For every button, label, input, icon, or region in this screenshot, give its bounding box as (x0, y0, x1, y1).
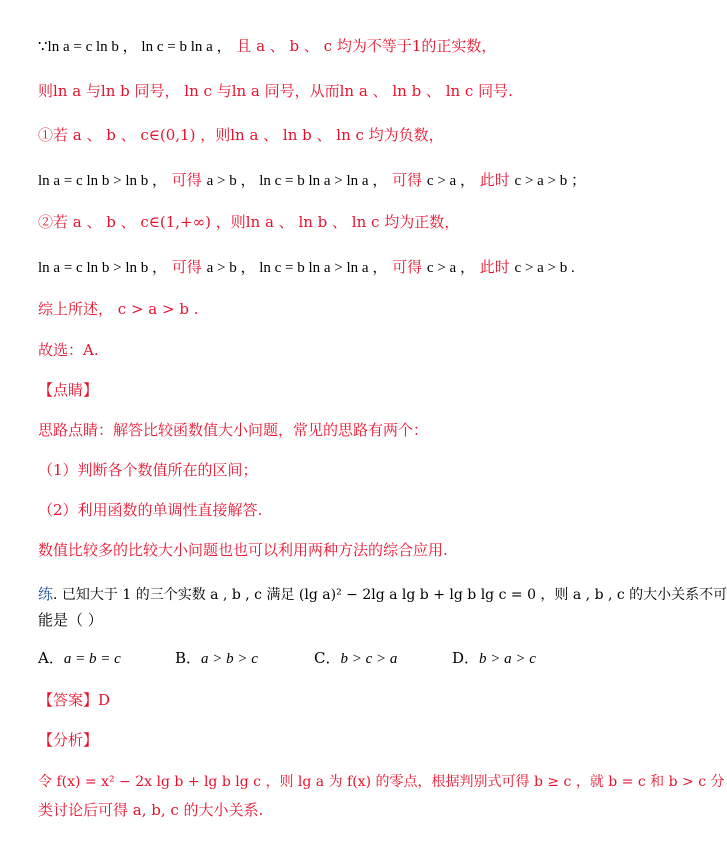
option-d-key: D． (452, 649, 480, 667)
exercise-label: 练 (38, 585, 54, 603)
option-c-key: C． (314, 649, 341, 667)
line-4-math-1: ln a = c ln b > ln b ， (38, 173, 167, 189)
analysis-header: 【分析】 (38, 731, 99, 749)
line-13: 数值比较多的比较大小问题也也可以利用两种方法的综合应用. (38, 541, 448, 559)
option-c-value: b > c > a (340, 651, 398, 667)
line-4 (38, 170, 622, 191)
exercise-line-1 (38, 584, 727, 605)
exercise-options (38, 648, 622, 668)
analysis-line-1b: 则 lg a 为 f(x) 的零点，根据判别式可得 b ≥ c ，就 b = c 和 b > c 分 (279, 774, 725, 790)
line-4-text-1: 可得 (171, 171, 202, 189)
exercise-line-2: 能是（ ） (38, 611, 103, 629)
line-6-math-1: ln a = c ln b > ln b ， (38, 260, 167, 276)
line-8: 故选：A. (38, 341, 99, 359)
line-1 (38, 36, 622, 57)
analysis-line-2: 类讨论后可得 a, b, c 的大小关系. (38, 801, 264, 819)
line-5: ②若 a 、 b 、 c∈(1,+∞) ，则ln a 、 ln b 、 ln c 均为正数， (38, 213, 460, 231)
line-6-math-3: c > a ， (426, 260, 475, 276)
line-1-text: 且 a 、 b 、 c 均为不等于1的正实数， (236, 37, 497, 55)
line-4-math-3: c > a ， (426, 173, 475, 189)
line-3: ①若 a 、 b 、 c∈(0,1) ，则ln a 、 ln b 、 ln c 均为负数， (38, 126, 444, 144)
analysis-line-1a: 令 f(x) = x² − 2x lg b + lg b lg c ， (38, 774, 280, 790)
option-a (38, 648, 121, 669)
option-b-value: a > b > c (201, 651, 258, 667)
line-4-text-2: 可得 (392, 171, 423, 189)
exercise-text-1: . 已知大于 1 的三个实数 a , b , c 满足 (lg a)² − 2lg a lg b + lg b lg c = 0 ，则 a , b , c 的大小关系不可 (53, 587, 727, 603)
option-a-key: A． (38, 649, 64, 667)
line-1-math: ∵ln a = c ln b ， ln c = b ln a ， (38, 39, 232, 55)
line-4-math-2: a > b ， ln c = b ln a > ln a ， (206, 173, 388, 189)
line-6-math-4: c > a > b . (514, 260, 575, 276)
answer-line: 【答案】D (38, 691, 111, 709)
line-6 (38, 257, 622, 278)
option-c (314, 648, 397, 669)
line-4-math-4: c > a > b ； (514, 173, 587, 189)
line-6-math-2: a > b ， ln c = b ln a > ln a ， (206, 260, 388, 276)
line-6-text-1: 可得 (171, 258, 202, 276)
line-6-text-3: 此时 (479, 258, 510, 276)
option-d-value: b > a > c (479, 651, 536, 667)
line-4-text-3: 此时 (479, 171, 510, 189)
line-7: 综上所述， c > a > b . (38, 300, 199, 318)
option-b (175, 648, 258, 669)
option-b-key: B． (175, 649, 202, 667)
line-9-dianjing: 【点睛】 (38, 381, 99, 399)
line-6-text-2: 可得 (392, 258, 423, 276)
analysis-line-1 (38, 771, 725, 792)
option-a-value: a = b = c (63, 651, 121, 667)
line-2: 则ln a 与ln b 同号， ln c 与ln a 同号，从而ln a 、 ln b 、 ln c 同号. (38, 82, 513, 100)
line-12: （2）利用函数的单调性直接解答. (38, 501, 263, 519)
line-10: 思路点睛：解答比较函数值大小问题，常见的思路有两个： (38, 421, 429, 439)
option-d (452, 648, 536, 669)
line-11: （1）判断各个数值所在的区间； (38, 461, 258, 479)
